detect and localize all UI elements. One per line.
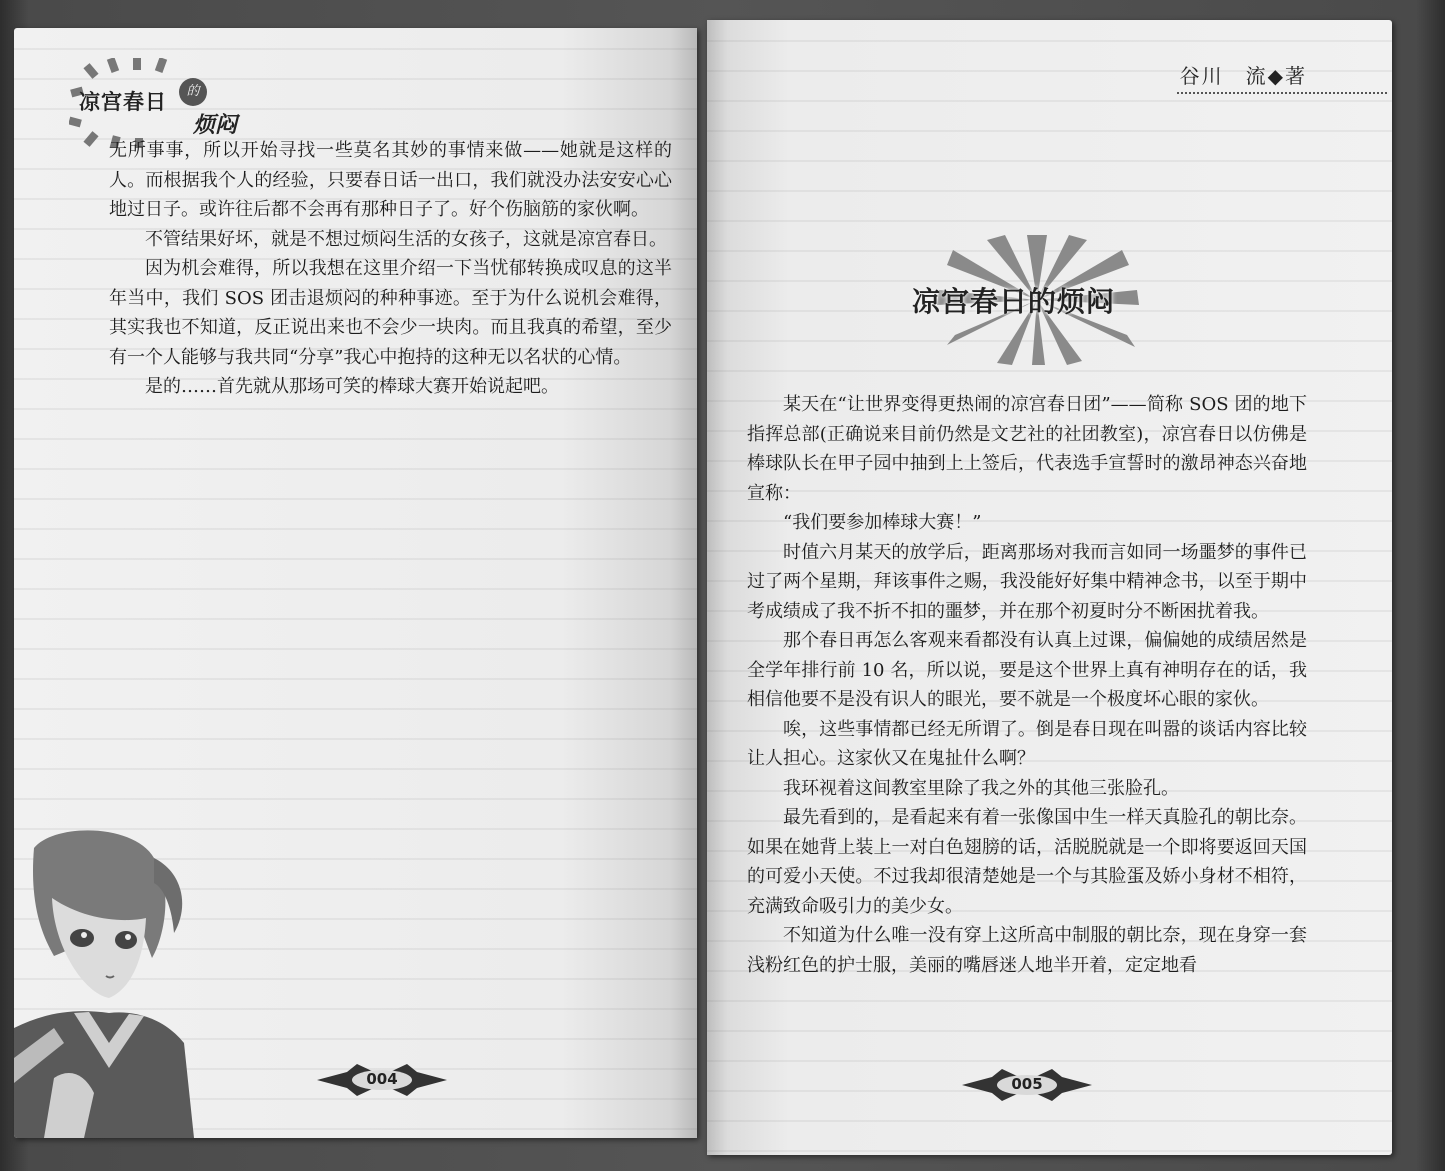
page-number-ornament [962,1067,1092,1103]
paragraph: 因为机会难得，所以我想在这里介绍一下当忧郁转换成叹息的这半年当中，我们 SOS 团击退烦闷的种种事迹。至于为什么说机会难得，其实我也不知道，反正说出来也不会少一块肉。而且我真的希望，至少有一个人能够与我共同“分享”我心中抱持的这种无以名状的心情。 [109,258,672,368]
author-credit: 谷川 流◆著 [1179,64,1307,88]
author-divider [1177,92,1387,94]
paragraph: 不知道为什么唯一没有穿上这所高中制服的朝比奈，现在身穿一套浅粉红色的护士服，美丽的嘴唇迷人地半开着，定定地看 [747,925,1307,976]
paragraph: 时值六月某天的放学后，距离那场对我而言如同一场噩梦的事件已过了两个星期，拜该事件之赐，我没能好好集中精神念书，以至于期中考成绩成了我不折不扣的噩梦，并在那个初夏时分不断困扰着我。 [747,541,1307,622]
series-de-badge: 的 [179,78,207,106]
paragraph: 我环视着这间教室里除了我之外的其他三张脸孔。 [783,777,1179,799]
chapter-title: 凉宫春日的烦闷 [912,285,1116,318]
page-number: 004 [366,1070,398,1088]
paragraph: “我们要参加棒球大赛！” [783,512,982,533]
left-body-text [109,136,672,402]
paragraph: 某天在“让世界变得更热闹的凉宫春日团”——简称 SOS 团的地下指挥总部(正确说来目前仍然是文艺社的社团教室)，凉宫春日以仿佛是棒球队长在甲子园中抽到上上签后，代表选手宣誓时的激昂神态兴奋地宣称： [747,394,1307,504]
paragraph: 那个春日再怎么客观来看都没有认真上过课，偏偏她的成绩居然是全学年排行前 10 名，所以说，要是这个世界上真有神明存在的话，我相信他要不是没有识人的眼光，要不就是一个极度坏心眼的家伙。 [747,630,1307,710]
anime-girl-illustration [14,828,214,1138]
paragraph: 最先看到的，是看起来有着一张像国中生一样天真脸孔的朝比奈。如果在她背上装上一对白色翅膀的话，活脱脱就是一个即将要返回天国的可爱小天使。不过我却很清楚她是一个与其脸蛋及娇小身材不相符，充满致命吸引力的美少女。 [747,807,1307,917]
paragraph: 唉，这些事情都已经无所谓了。倒是春日现在叫嚣的谈话内容比较让人担心。这家伙又在鬼扯什么啊？ [747,718,1307,769]
paragraph: 是的……首先就从那场可笑的棒球大赛开始说起吧。 [145,376,559,397]
series-header [69,58,269,148]
page-number-ornament [317,1062,447,1098]
series-subtitle: 烦闷 [193,113,238,138]
series-title: 凉宫春日 [79,90,167,114]
left-page [14,28,697,1138]
page-number: 005 [1011,1075,1043,1093]
paragraph: 不管结果好坏，就是不想过烦闷生活的女孩子，这就是凉宫春日。 [145,228,667,250]
right-page [707,20,1392,1155]
paragraph: 无所事事，所以开始寻找一些莫名其妙的事情来做——她就是这样的人。而根据我个人的经验，只要春日话一出口，我们就没办法安安心心地过日子。或许往后都不会再有那种日子了。好个伤脑筋的家伙啊。 [109,140,672,220]
chapter-heading [887,235,1207,365]
right-body-text [747,390,1307,980]
